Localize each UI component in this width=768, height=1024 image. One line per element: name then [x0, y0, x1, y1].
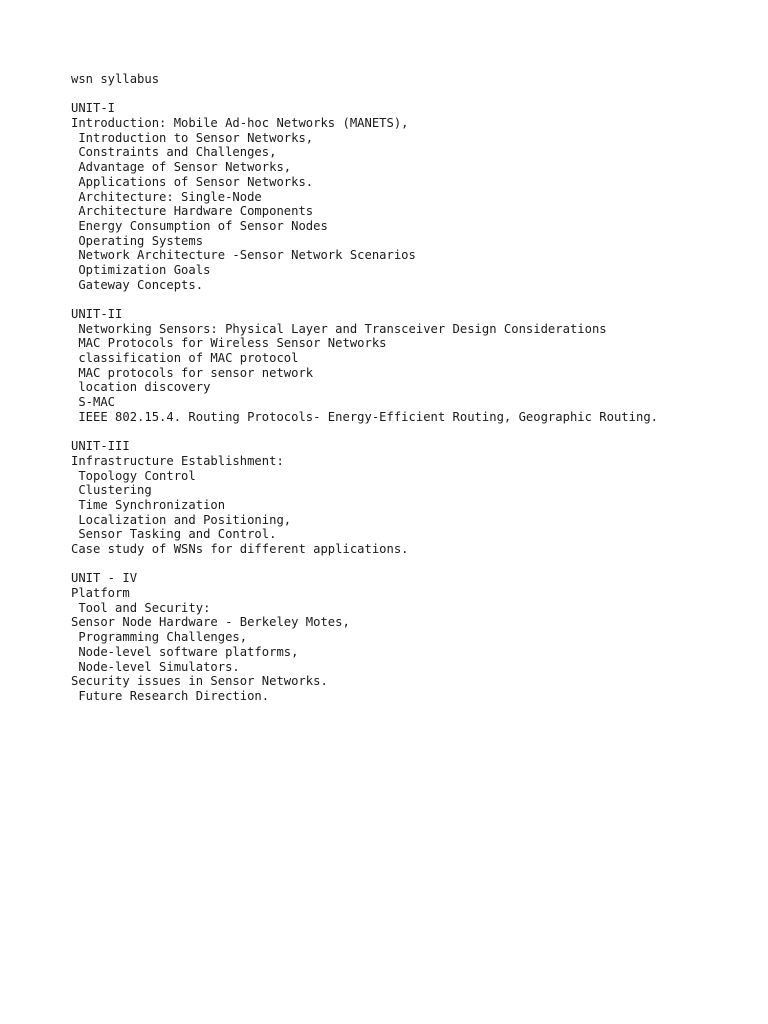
syllabus-line: Energy Consumption of Sensor Nodes	[71, 218, 328, 233]
unit-heading: UNIT - IV	[71, 571, 138, 586]
unit-section	[71, 101, 751, 292]
syllabus-line: Localization and Positioning,	[71, 512, 292, 527]
syllabus-line: Applications of Sensor Networks.	[71, 174, 314, 189]
unit-heading: UNIT-I	[71, 101, 116, 116]
syllabus-line: Advantage of Sensor Networks,	[71, 160, 292, 175]
syllabus-line: Sensor Tasking and Control.	[71, 527, 277, 542]
unit-heading: UNIT-III	[71, 439, 130, 454]
syllabus-line: Time Synchronization	[71, 497, 226, 512]
syllabus-line: S-MAC	[71, 395, 116, 410]
syllabus-line: Case study of WSNs for different applications.	[71, 542, 409, 556]
syllabus-line: Platform	[71, 586, 130, 601]
syllabus-line: Programming Challenges,	[71, 630, 248, 645]
syllabus-line: Node-level Simulators.	[71, 659, 240, 674]
syllabus-line: classification of MAC protocol	[71, 351, 299, 366]
syllabus-line: Architecture: Single-Node	[71, 189, 262, 204]
syllabus-line: Sensor Node Hardware - Berkeley Motes,	[71, 615, 350, 630]
unit-heading: UNIT-II	[71, 307, 123, 321]
syllabus-line: Tool and Security:	[71, 600, 211, 615]
syllabus-line: MAC protocols for sensor network	[71, 365, 314, 380]
syllabus-line: Introduction: Mobile Ad-hoc Networks (MANETS),	[71, 116, 409, 131]
syllabus-line: Networking Sensors: Physical Layer and Transceiver Design Considerations	[71, 321, 607, 336]
syllabus-line: IEEE 802.15.4. Routing Protocols- Energy-Efficient Routing, Geographic Routing.	[71, 409, 658, 424]
syllabus-text	[71, 72, 751, 704]
syllabus-line: Architecture Hardware Components	[71, 204, 314, 219]
syllabus-line: Topology Control	[71, 468, 196, 483]
syllabus-line: Constraints and Challenges,	[71, 145, 277, 160]
syllabus-line: Gateway Concepts.	[71, 277, 204, 292]
unit-section	[71, 571, 751, 703]
unit-section	[71, 439, 751, 557]
syllabus-line: Optimization Goals	[71, 262, 211, 277]
syllabus-line: Future Research Direction.	[71, 688, 270, 703]
syllabus-line: Clustering	[71, 483, 152, 498]
document-title: wsn syllabus	[71, 72, 160, 86]
syllabus-line: Network Architecture -Sensor Network Scenarios	[71, 248, 416, 263]
syllabus-line: Node-level software platforms,	[71, 644, 299, 659]
unit-section	[71, 307, 751, 425]
syllabus-line: Operating Systems	[71, 233, 204, 248]
syllabus-line: Infrastructure Establishment:	[71, 453, 284, 468]
syllabus-line: MAC Protocols for Wireless Sensor Networks	[71, 336, 387, 351]
syllabus-line: location discovery	[71, 380, 211, 395]
units-container	[71, 101, 751, 703]
syllabus-line: Introduction to Sensor Networks,	[71, 130, 314, 145]
syllabus-line: Security issues in Sensor Networks.	[71, 674, 328, 689]
